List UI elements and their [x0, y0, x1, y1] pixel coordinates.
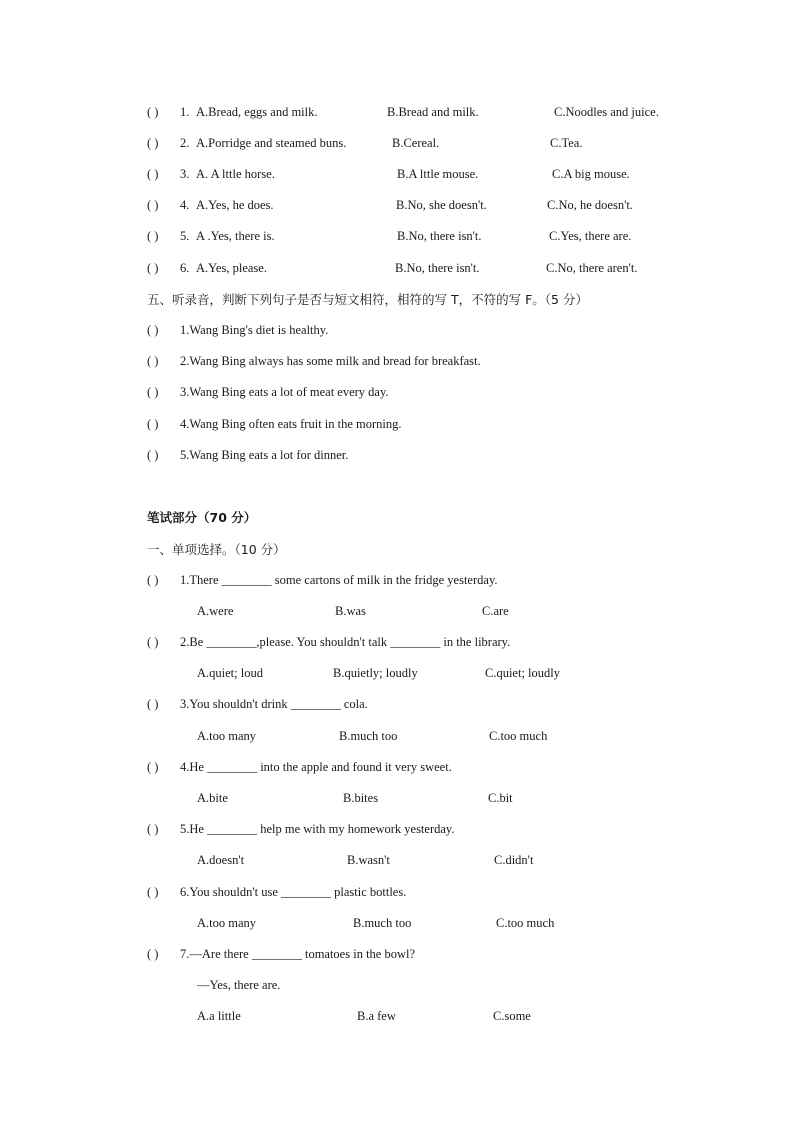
section-title: 一、单项选择。（10 分） — [147, 542, 286, 557]
part-title: 笔试部分（70 分） — [147, 510, 257, 525]
document-page: ( ) 1. A.Bread, eggs and milk. B.Bread and milk. C.Noodles and juice. ( ) 2. A.Porridge and steamed buns. B.Cereal. C.Tea. ( ) 3. A. A lttle horse. B.A lttle mouse. C.A big mouse. ( ) 4. A.Yes, he does. B.No, she doesn't. C.No, he doesn't. ( ) 5. A .Yes, there is. B.No, there isn't. C.Yes, there are. ( ) 6. A.Yes, please. B.No, there isn't. C.No, there aren't. 五、听录音，判断下列句子是否与短文相符，相符的写 T，不符的写 F。（5 分） ( ) 1.Wang Bing's diet is healthy. ( ) 2.Wang Bing always has some milk and bread for breakfast. ( ) 3.Wang Bing eats a lot of meat every day. ( ) 4.Wang Bing often eats fruit in the morning. ( ) 5.Wang Bing eats a lot for dinner. 笔试部分（70 分） 一、单项选择。（10 分） ( ) 1.There ________ some cartons of milk in the fridge yesterday. A.were B.was C.are ( ) 2.Be ________,please. You shouldn't talk ________ in the library. A.quiet; loud B.quietly; loudly C.quiet; loudly ( ) 3.You shouldn't drink ________ cola. A.too many B.much too C.too much ( ) 4.He ________ into the apple and found it very sweet. A.bite B.bites C.bit ( ) 5.He ________ help me with my homework yesterday. A.doesn't B.wasn't C.didn't ( ) 6.You shouldn't use ________ plastic bottles. A.too many B.much too C.too much ( ) 7.—Are there ________ tomatoes in the bowl? —Yes, there are. A.a little B.a few C.some — [147, 105, 659, 1023]
section-title: 五、听录音，判断下列句子是否与短文相符，相符的写 T，不符的写 F。（5 分） — [147, 292, 588, 307]
